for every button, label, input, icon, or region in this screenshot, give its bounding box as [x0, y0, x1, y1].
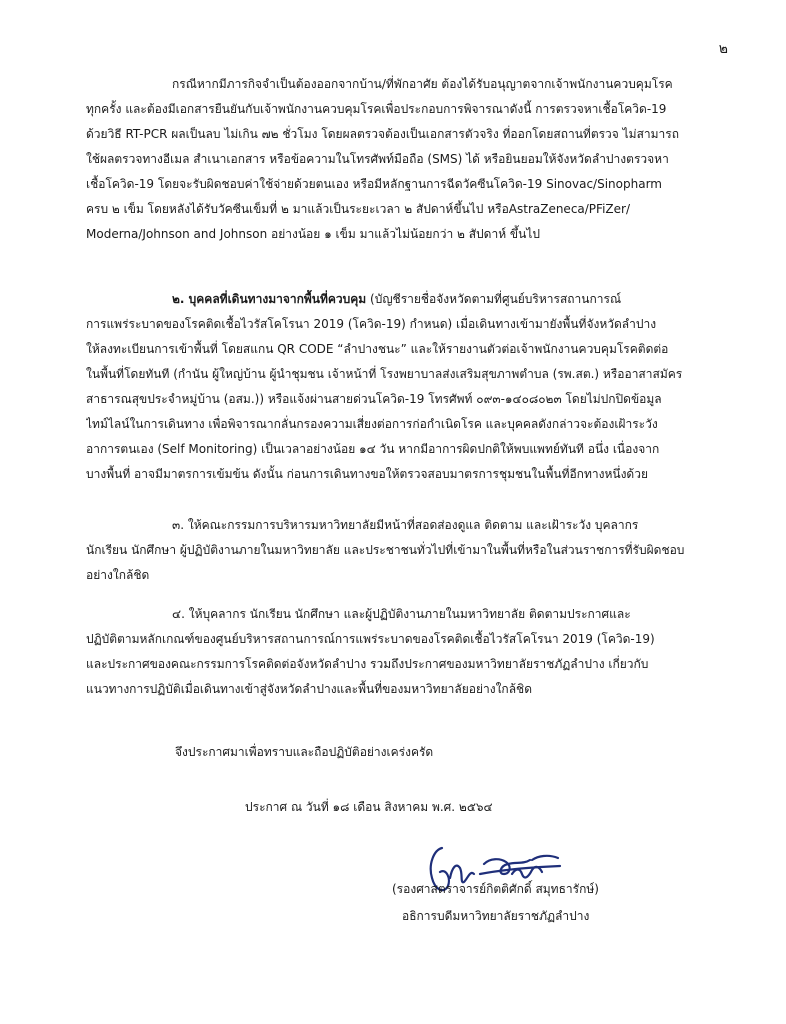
- text-line: [86, 287, 736, 312]
- paragraph-2: [86, 287, 736, 487]
- text-line: Moderna/Johnson and Johnson อย่างน้อย ๑ เข็ม มาแล้วไม่น้อยกว่า ๒ สัปดาห์ ขึ้นไป: [86, 227, 540, 241]
- text-line: และประกาศของคณะกรรมการโรคติดต่อจังหวัดลำปาง รวมถึงประกาศของมหาวิทยาลัยราชภัฏลำปาง เกี่ยวกับ: [86, 657, 649, 671]
- paragraph-heading: ๒. บุคคลที่เดินทางมาจากพื้นที่ควบคุม: [172, 292, 367, 306]
- paragraph-3: [86, 513, 736, 588]
- text-line: ใช้ผลตรวจทางอีเมล สำเนาเอกสาร หรือข้อความในโทรศัพท์มือถือ (SMS) ได้ หรือยินยอมให้จังหวัดลำปางตรวจหา: [86, 152, 669, 166]
- text-line: แนวทางการปฏิบัติเมื่อเดินทางเข้าสู่จังหวัดลำปางและพื้นที่ของมหาวิทยาลัยอย่างใกล้ชิด: [86, 682, 532, 696]
- text-line: อาการตนเอง (Self Monitoring) เป็นเวลาอย่างน้อย ๑๔ วัน หากมีอาการผิดปกติให้พบแพทย์ทันที อนึ่ง เนื่องจาก: [86, 442, 660, 456]
- text-line: การแพร่ระบาดของโรคติดเชื้อไวรัสโคโรนา 2019 (โควิด-19) กำหนด) เมื่อเดินทางเข้ามายังพื้นที่จังหวัดลำปาง: [86, 317, 657, 331]
- signer-name: (รองศาสตราจารย์กิตติศักดิ์ สมุทธารักษ์): [392, 882, 599, 896]
- signer-title: อธิการบดีมหาวิทยาลัยราชภัฏลำปาง: [402, 909, 590, 923]
- text-line: ๓. ให้คณะกรรมการบริหารมหาวิทยาลัยมีหน้าที่สอดส่องดูแล ติดตาม และเฝ้าระวัง บุคลากร: [172, 518, 639, 532]
- text-line: ไทม์ไลน์ในการเดินทาง เพื่อพิจารณากลั่นกรองความเสี่ยงต่อการก่อกำเนิดโรค และบุคคลดังกล่าวจะต้องเฝ้าระวัง: [86, 417, 658, 431]
- paragraph-4: [86, 602, 736, 702]
- text-line: ครบ ๒ เข็ม โดยหลังได้รับวัคซีนเข็มที่ ๒ มาแล้วเป็นระยะเวลา ๒ สัปดาห์ขึ้นไป หรือAstraZeneca/PFiZer/: [86, 202, 630, 216]
- announcement-date: ประกาศ ณ วันที่ ๑๘ เดือน สิงหาคม พ.ศ. ๒๕๖๔: [245, 800, 493, 814]
- text-line: ปฏิบัติตามหลักเกณฑ์ของศูนย์บริหารสถานการณ์การแพร่ระบาดของโรคติดเชื้อไวรัสโคโรนา 2019 (โควิด-19): [86, 632, 655, 646]
- text-line: ด้วยวิธี RT-PCR ผลเป็นลบ ไม่เกิน ๗๒ ชั่วโมง โดยผลตรวจต้องเป็นเอกสารตัวจริง ที่ออกโดยสถานที่ตรวจ ไม่สามารถ: [86, 127, 680, 141]
- paragraph-1: [86, 72, 736, 247]
- text-line: กรณีหากมีภารกิจจำเป็นต้องออกจากบ้าน/ที่พักอาศัย ต้องได้รับอนุญาตจากเจ้าพนักงานควบคุมโรค: [172, 77, 673, 91]
- closing-statement: จึงประกาศมาเพื่อทราบและถือปฏิบัติอย่างเคร่งครัด: [175, 745, 434, 759]
- text-line: ๔. ให้บุคลากร นักเรียน นักศึกษา และผู้ปฏิบัติงานภายในมหาวิทยาลัย ติดตามประกาศและ: [172, 607, 631, 621]
- text-line: อย่างใกล้ชิด: [86, 568, 150, 582]
- text-line: ในพื้นที่โดยทันที (กำนัน ผู้ใหญ่บ้าน ผู้นำชุมชน เจ้าหน้าที่ โรงพยาบาลส่งเสริมสุขภาพตำบล (รพ.สต.) หรืออาสาสมัคร: [86, 367, 683, 381]
- page-number: ๒: [718, 41, 728, 57]
- text-fragment: (บัญชีรายชื่อจังหวัดตามที่ศูนย์บริหารสถานการณ์: [366, 292, 622, 306]
- text-line: เชื้อโควิด-19 โดยจะรับผิดชอบค่าใช้จ่ายด้วยตนเอง หรือมีหลักฐานการฉีดวัคซีนโควิด-19 Sinovac/Sinopharm: [86, 177, 662, 191]
- text-line: สาธารณสุขประจำหมู่บ้าน (อสม.)) หรือแจ้งผ่านสายด่วนโควิด-19 โทรศัพท์ ๐๙๓-๑๔๐๘๐๒๓ โดยไม่ปกปิดข้อมูล: [86, 392, 662, 406]
- text-line: นักเรียน นักศึกษา ผู้ปฏิบัติงานภายในมหาวิทยาลัย และประชาชนทั่วไปที่เข้ามาในพื้นที่หรือในส่วนราชการที่รับผิดชอบ: [86, 543, 685, 557]
- text-line: บางพื้นที่ อาจมีมาตรการเข้มข้น ดังนั้น ก่อนการเดินทางขอให้ตรวจสอบมาตรการชุมชนในพื้นที่อีกทางหนึ่งด้วย: [86, 467, 648, 481]
- text-line: ให้ลงทะเบียนการเข้าพื้นที่ โดยสแกน QR CODE “ลำปางชนะ” และให้รายงานตัวต่อเจ้าพนักงานควบคุมโรคติดต่อ: [86, 342, 669, 356]
- text-line: ทุกครั้ง และต้องมีเอกสารยืนยันกับเจ้าพนักงานควบคุมโรคเพื่อประกอบการพิจารณาดังนี้ การตรวจหาเชื้อโควิด-19: [86, 102, 667, 116]
